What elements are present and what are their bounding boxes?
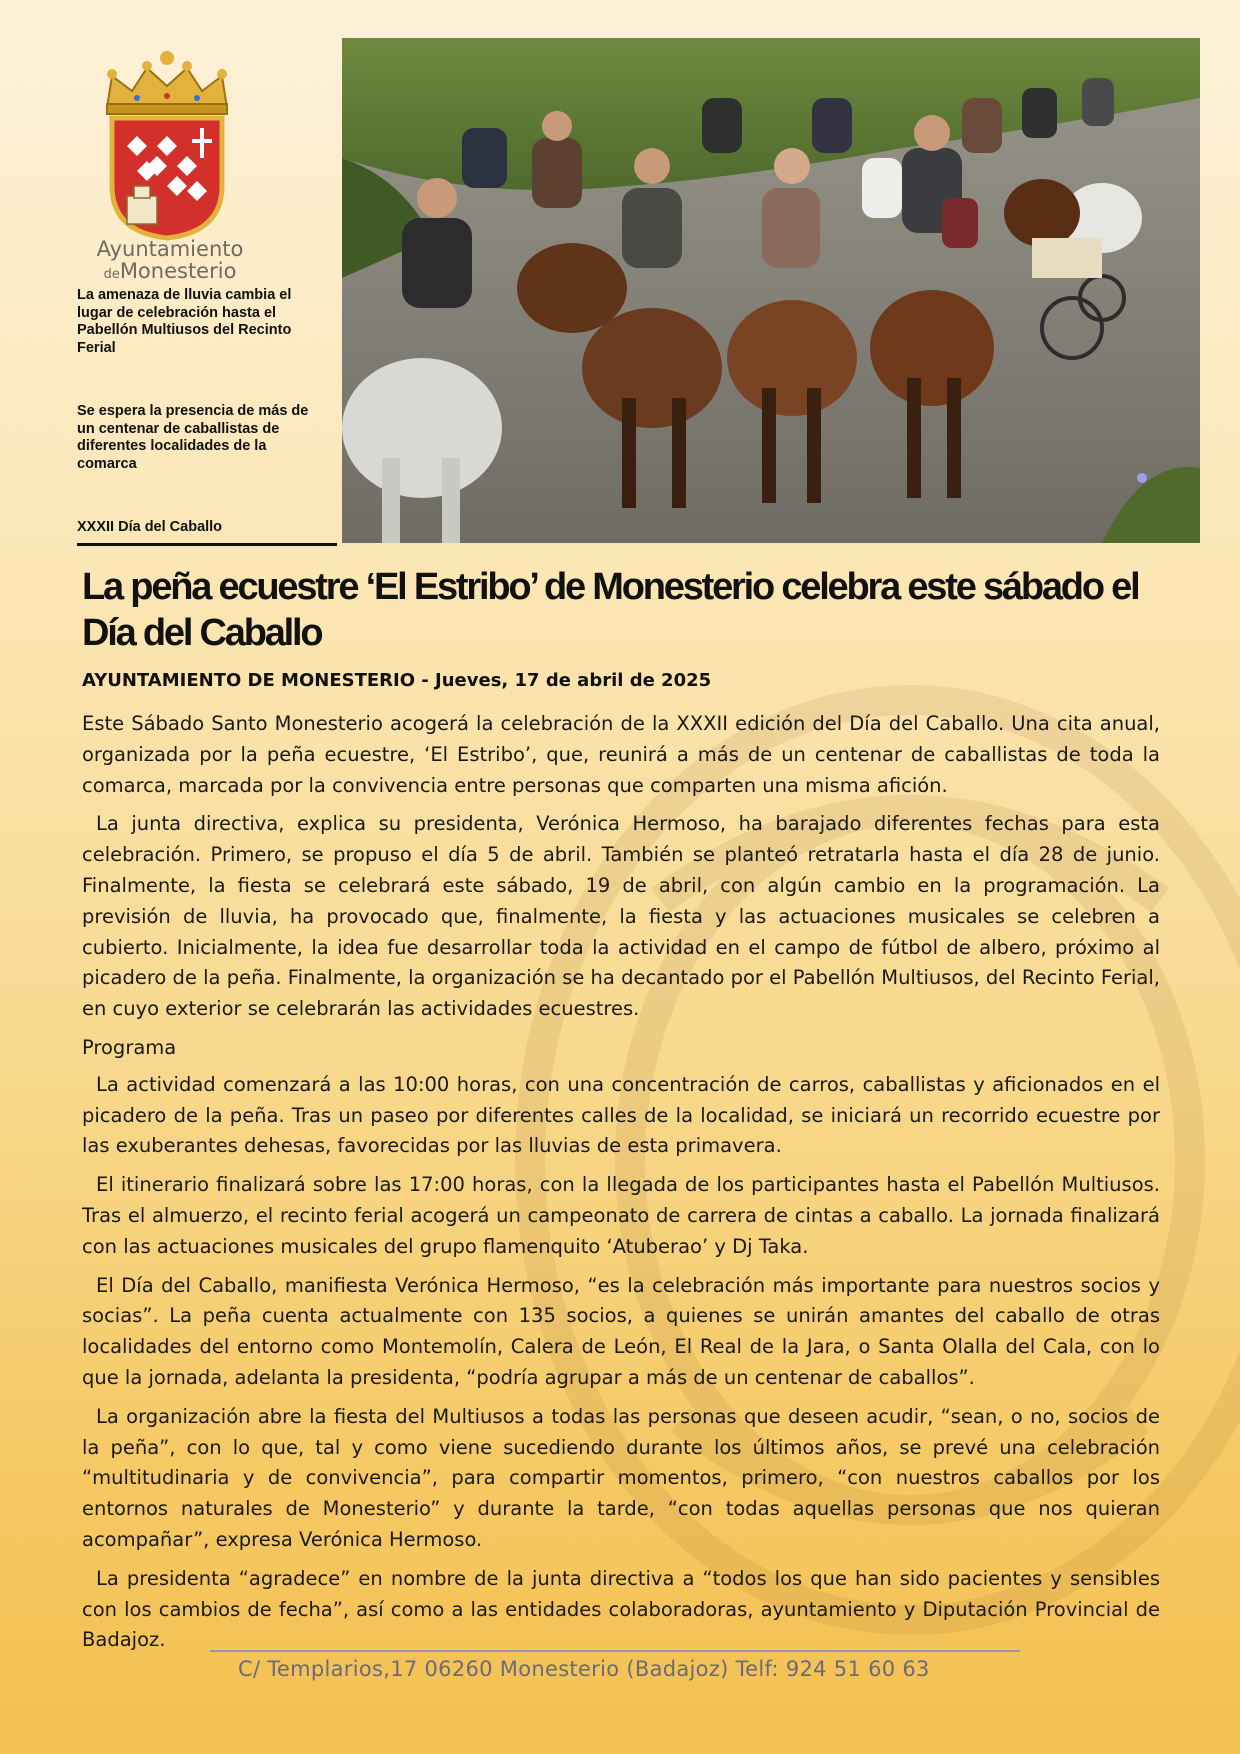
logo-line1: Ayuntamiento bbox=[96, 237, 244, 261]
sidebar-summary-2: Se espera la presencia de más de un centenar de caballistas de diferentes localidades de la comarca bbox=[77, 403, 309, 472]
photo-illustration bbox=[342, 38, 1200, 543]
article-paragraph: El itinerario finalizará sobre las 17:00 horas, con la llegada de los participantes hasta el Pabellón Multiusos. Tras el almuerzo, el recinto ferial acogerá un campeonato de carrera de cintas a caballo. La jornada finalizará con las actuaciones musicales del grupo flamenquito ‘Atuberao’ y Dj Taka. bbox=[82, 1173, 1160, 1258]
municipality-logo bbox=[80, 46, 260, 286]
sidebar-divider bbox=[77, 543, 337, 546]
logo-line2-prefix: de bbox=[103, 267, 120, 282]
sidebar-summary-1: La amenaza de lluvia cambia el lugar de celebración hasta el Pabellón Multiusos del Recinto Ferial bbox=[77, 287, 292, 356]
article-paragraph: La organización abre la fiesta del Multiusos a todas las personas que deseen acudir, “sean, o no, socios de la peña”, con lo que, tal y como viene sucediendo durante los últimos años, se prevé una celebración “multitudinaria y de convivencia”, para compartir momentos, primero, “con nuestros caballos por los entornos naturales de Monesterio” y durante la tarde, “con todas aquellas personas que nos quieran acompañar”, expresa Verónica Hermoso. bbox=[82, 1404, 1160, 1551]
footer-address: C/ Templarios,17 06260 Monesterio (Badajoz) Telf: 924 51 60 63 bbox=[238, 1657, 930, 1681]
article-body bbox=[82, 709, 1160, 1664]
article-byline: AYUNTAMIENTO DE MONESTERIO - Jueves, 17 de abril de 2025 bbox=[82, 670, 712, 691]
article-paragraph: La junta directiva, explica su presidenta, Verónica Hermoso, ha barajado diferentes fechas para esta celebración. Primero, se propuso el día 5 de abril. También se planteó retratarla hasta el día 28 de junio. Finalmente, la fiesta se celebrará este sábado, 19 de abril, con algún cambio en la programación. La previsión de lluvia, ha provocado que, finalmente, la fiesta y las actuaciones musicales se celebren a cubierto. Inicialmente, la idea fue desarrollar toda la actividad en el campo de fútbol de albero, próximo al picadero de la peña. Finalmente, la organización se ha decantado por el Pabellón Multiusos, del Recinto Ferial, en cuyo exterior se celebrarán las actividades ecuestres. bbox=[82, 812, 1160, 1021]
article-paragraph: La presidenta “agradece” en nombre de la junta directiva a “todos los que han sido pacientes y sensibles con los cambios de fecha”, así como a las entidades colaboradoras, ayuntamiento y Diputación Provincial de Badajoz. bbox=[82, 1566, 1160, 1652]
article-paragraph: El Día del Caballo, manifiesta Verónica Hermoso, “es la celebración más importante para nuestros socios y socias”. La peña cuenta actualmente con 135 socios, a quienes se unirán amantes del caballo de otras localidades del entorno como Montemolín, Calera de León, El Real de la Jara, o Santa Olalla del Cala, con lo que la jornada, adelanta la presidenta, “podría agrupar a más de un centenar de caballos”. bbox=[82, 1273, 1160, 1389]
logo-wordmark bbox=[80, 238, 260, 286]
article-paragraph: La actividad comenzará a las 10:00 horas, con una concentración de carros, caballistas y aficionados en el picadero de la peña. Tras un paseo por diferentes calles de la localidad, se iniciará un recorrido ecuestre por las exuberantes dehesas, favorecidas por las lluvias de esta primavera. bbox=[82, 1072, 1160, 1158]
logo-line2: Monesterio bbox=[119, 259, 237, 283]
section-heading-programa: Programa bbox=[82, 1035, 177, 1059]
footer-divider bbox=[210, 1650, 1020, 1652]
article-paragraph: Este Sábado Santo Monesterio acogerá la celebración de la XXXII edición del Día del Caballo. Una cita anual, organizada por la peña ecuestre, ‘El Estribo’, que, reunirá a más de un centenar de caballistas de toda la comarca, marcada por la convivencia entre personas que comparten una misma afición. bbox=[82, 712, 1160, 797]
article-headline: La peña ecuestre ‘El Estribo’ de Monesterio celebra este sábado el Día del Caballo bbox=[82, 566, 1139, 654]
sidebar-section-label: XXXII Día del Caballo bbox=[77, 519, 223, 535]
horse-riders-photo bbox=[342, 38, 1200, 543]
crown-icon bbox=[107, 51, 227, 114]
coat-of-arms-icon bbox=[92, 46, 242, 242]
